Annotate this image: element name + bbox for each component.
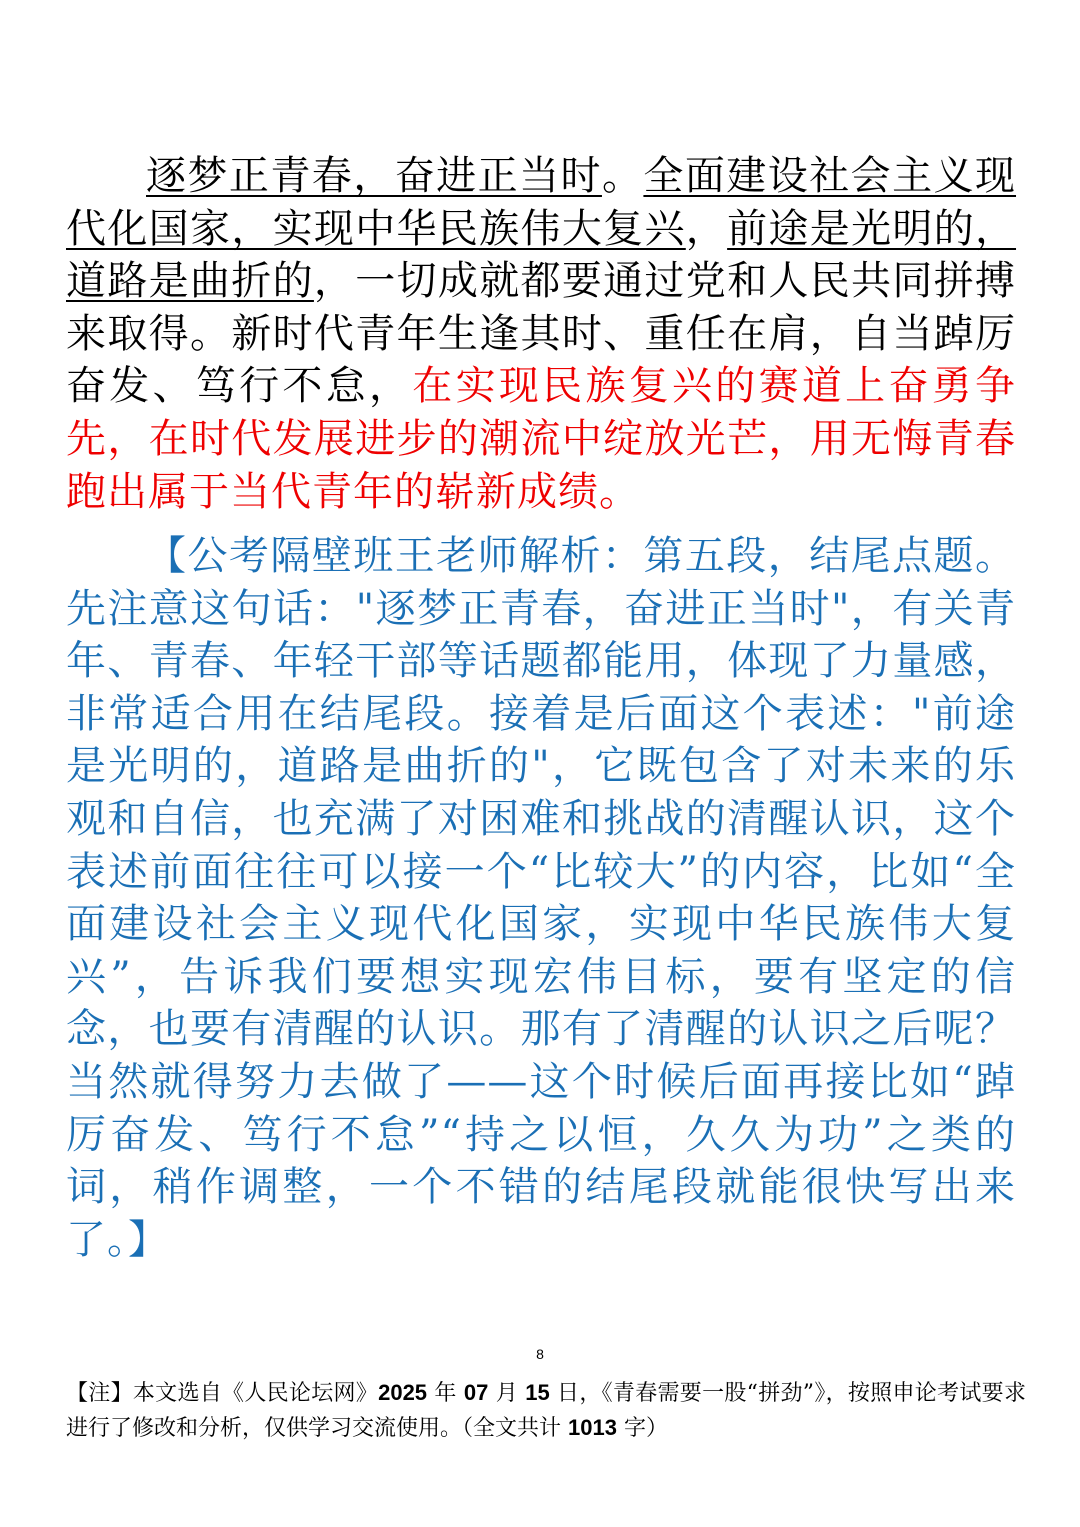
note-month: 07	[463, 1380, 489, 1405]
note-text: 【注】本文选自《人民论坛网》	[66, 1381, 379, 1406]
note-day: 15	[525, 1380, 550, 1405]
note-text: 月	[488, 1381, 526, 1406]
source-note	[66, 1376, 1026, 1446]
page-number: 8	[536, 1346, 544, 1362]
note-text: 年	[427, 1381, 464, 1406]
underlined-phrase: 前途是光明的，道路是曲折的	[66, 205, 1017, 305]
underlined-phrase: 全面建设社会主义现代化国家，实现中华民族伟大复兴	[66, 153, 1017, 252]
underlined-phrase: 逐梦正青春，奋进正当时	[146, 153, 602, 199]
article-paragraph	[66, 150, 1016, 518]
paragraph-text: ，	[685, 205, 728, 252]
note-text: 字）	[616, 1416, 668, 1441]
paragraph-text: ，一切成就都要通过党和人民共同拼搏来取得。新时代青年生逢其时、重任在肩，自当踔厉奋发、笃行不怠，	[66, 258, 1017, 410]
analysis-text: 【公考隔壁班王老师解析：第五段，结尾点题。先注意这句话："逐梦正青春，奋进正当时"，有关青年、青春、年轻干部等话题都能用，体现了力量感，非常适合用在结尾段。接着是后面这个表述："前途是光明的，道路是曲折的"，它既包含了对未来的乐观和自信，也充满了对困难和挑战的清醒认识，这个表述前面往往可以接一个“比较大”的内容，比如“全面建设社会主义现代化国家，实现中华民族伟大复兴”，告诉我们要想实现宏伟目标，要有坚定的信念，也要有清醒的认识。那有了清醒的认识之后呢？当然就得努力去做了——这个时候后面再接比如“踔厉奋发、笃行不怠”“持之以恒，久久为功”之类的词，稍作调整，一个不错的结尾段就能很快写出来了。】	[66, 533, 1016, 1263]
note-word-count: 1013	[568, 1415, 617, 1440]
note-text: 日，《青春需要一股“拼劲”》，按照申论考试要求进行了修改和分析，仅供学习交流使用。（全文共计	[66, 1381, 1026, 1441]
note-year: 2025	[378, 1380, 428, 1405]
analysis-paragraph	[66, 530, 1016, 1266]
highlighted-sentence: 在实现民族复兴的赛道上奋勇争先，在时代发展进步的潮流中绽放光芒，用无悔青春跑出属于当代青年的崭新成绩。	[66, 363, 1017, 515]
paragraph-text: 。	[601, 153, 644, 199]
